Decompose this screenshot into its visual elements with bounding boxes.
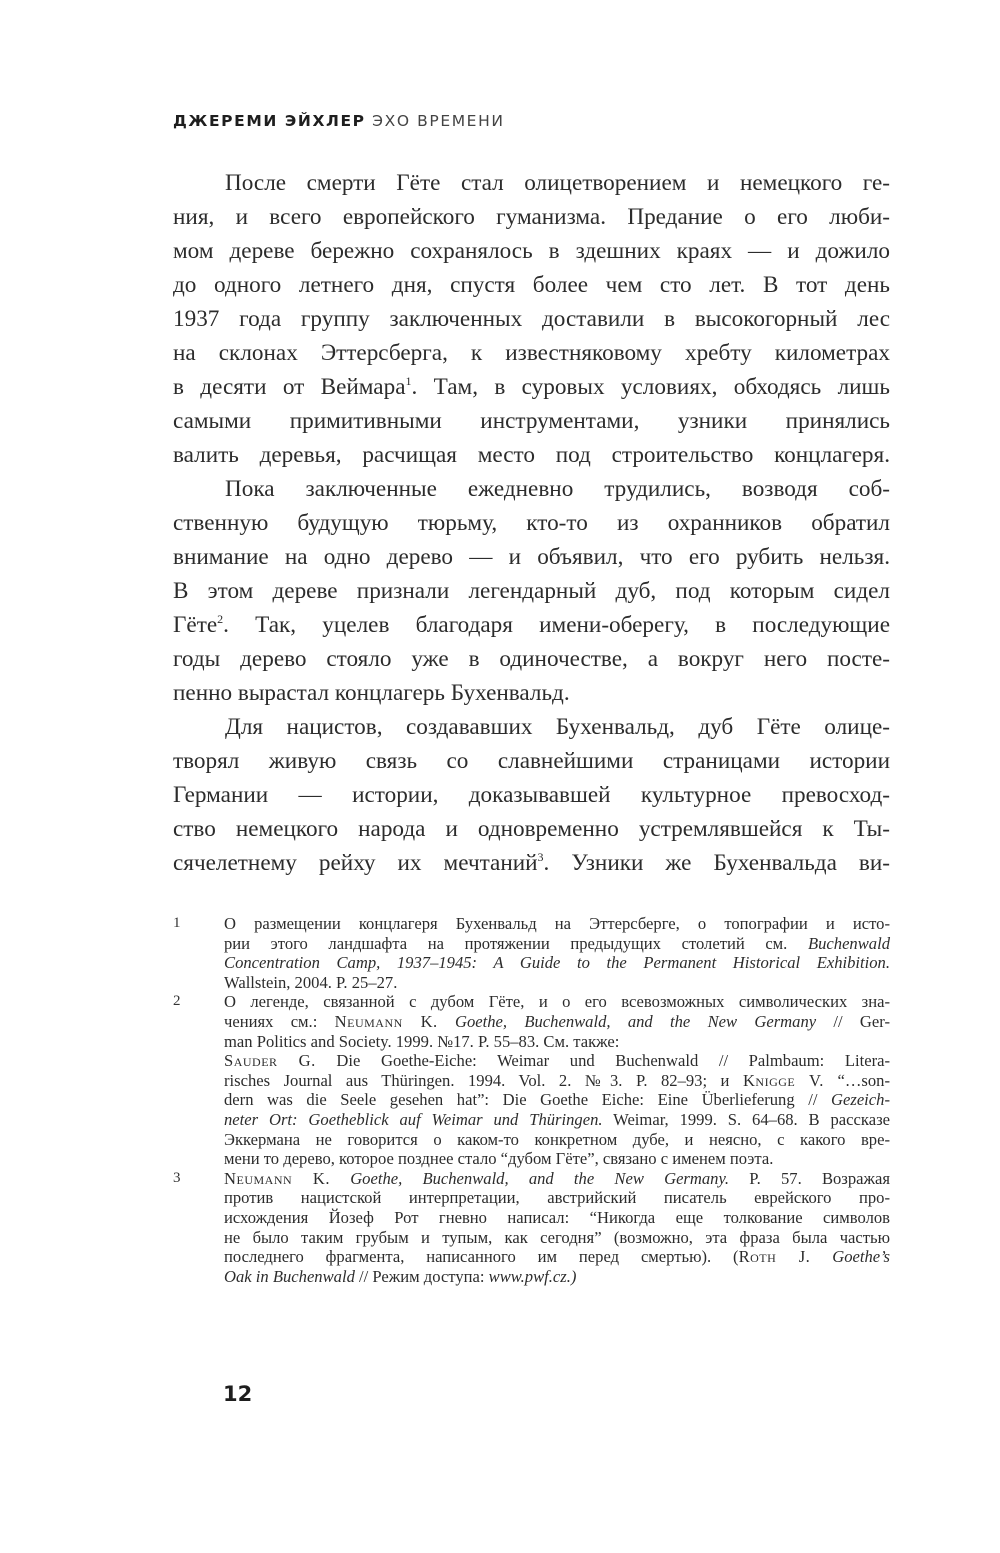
author-name: Neumann K. [334,1011,438,1031]
footnote-line [224,934,890,954]
footnote-number: 2 [173,993,181,1010]
footnote-number: 1 [173,915,181,931]
italic-title: Oak in Buchenwald [224,1266,355,1286]
text-line: до одного летнего дня, спустя более чем сто лет. В тот день [173,272,890,298]
running-head [173,112,505,130]
text-fragment: Гёте [173,612,218,638]
text-fragment: // Режим доступа: [359,1266,485,1286]
italic-title: Gezeich- [831,1090,890,1110]
footnotes [173,914,890,1286]
text-line: самыми примитивными инструментами, узники принялись [173,408,890,434]
author-name: Sauder G. [224,1051,316,1071]
footnote-1 [173,914,890,992]
text-fragment: . Там, в суровых условиях, обходясь лишь [411,374,890,400]
text-line: валить деревья, расчищая место под строительство концлагеря. [173,442,890,468]
footnote-line [224,1247,890,1267]
footnote-line [224,1051,890,1071]
author-name: Neumann K. [224,1168,330,1188]
footnote-line: не было таким грубым и тупым, как сегодня” (возможно, эта фраза была частью [224,1227,890,1247]
italic-title: Goethe, Buchenwald, and the New Germany [455,1011,817,1031]
text-fragment: рии этого ландшафта на протяжении предыдущих столетий см. [224,933,788,953]
text-fragment: . Так, уцелев благодаря имени-оберегу, в последующие [223,612,890,638]
text-fragment: последнего фрагмента, написанного им перед смертью). ( [224,1247,739,1267]
text-line [173,846,890,880]
footnote-line: мени то дерево, которое позднее стало “дубом Гёте”, связано с именем поэта. [224,1149,774,1169]
text-fragment: чениях см.: [224,1011,318,1031]
text-line: В этом дереве признали легендарный дуб, под которым сидел [173,578,890,604]
page-number: 12 [223,1382,253,1406]
footnote-line [224,1169,890,1189]
footnote-line: О размещении концлагеря Бухенвальд на Эттерсберге, о топографии и исто- [224,914,890,933]
text-fragment: сячелетнему рейху их мечтаний [173,850,538,876]
author-name: Roth J. [738,1247,811,1267]
footnote-3 [173,1169,890,1287]
text-fragment: . Узники же Бухенвальда ви- [543,850,890,876]
italic-title: Goethe, Buchenwald, and the New Germany. [350,1168,730,1188]
footnote-line [224,1012,890,1032]
italic-title: Buchenwald [807,933,890,953]
text-line: ство немецкого народа и одновременно устремлявшейся к Ты- [173,816,890,842]
author-name: Knigge V. [742,1070,824,1090]
footnote-line [224,1090,890,1110]
italic-title: neter Ort: Goetheblick auf Weimar und Thüringen. [224,1109,603,1129]
text-line [173,370,890,404]
footnote-line [224,1267,890,1287]
text-line: 1937 года группу заключенных доставили в высокогорный лес [173,306,890,332]
body-text [173,166,890,880]
text-line: творял живую связь со славнейшими страницами истории [173,748,890,774]
text-line: годы дерево стояло уже в одиночестве, а вокруг него посте- [173,646,890,672]
text-fragment: P. 57. Возражая [749,1168,890,1188]
text-line: ственную будущую тюрьму, кто-то из охранников обратил [173,510,890,536]
italic-title: Concentration Camp, 1937–1945: A Guide to the Permanent Historical Exhibition. [224,953,890,973]
text-fragment: в десяти от Веймара [173,374,406,400]
footnote-line [224,1110,890,1130]
text-fragment: // Ger- [833,1011,890,1031]
footnote-ref-1[interactable]: 1 [405,374,412,388]
text-line: на склонах Эттерсберга, к известняковому хребту километрах [173,340,890,366]
footnote-line: Эккермана не говорится о каком-то конкретном дубе, и неясно, с какого вре- [224,1129,890,1149]
text-line: ния, и всего европейского гуманизма. Предание о его люби- [173,204,890,230]
footnote-line: Wallstein, 2004. P. 25–27. [224,972,398,992]
footnote-line [224,953,890,973]
text-fragment: dern was die Seele gesehen hat”: Die Goethe Eiche: Eine Überlieferung // [224,1090,818,1110]
text-line: внимание на одно дерево — и объявил, что его рубить нельзя. [173,544,890,570]
text-line: Для нацистов, создававших Бухенвальд, дуб Гёте олице- [225,714,890,740]
url-link[interactable]: www.pwf.cz.) [488,1266,577,1286]
text-line: мом дереве бережно сохранялось в здешних краях — и дожило [173,238,890,264]
footnote-number: 3 [173,1169,181,1186]
footnote-line: против нацистской интерпретации, австрийский писатель еврейского про- [224,1188,890,1208]
footnote-line [224,1071,890,1091]
footnote-line: исхождения Йозеф Рот гневно написал: “Никогда еще толкование символов [224,1207,890,1227]
text-line: Пока заключенные ежедневно трудились, возводя соб- [225,476,890,502]
text-fragment: risches Journal aus Thüringen. 1994. Vol. 2. №3. P. 82–93; и [224,1070,730,1090]
footnote-ref-3[interactable]: 3 [537,850,544,864]
text-fragment: Weimar, 1999. S. 64–68. В рассказе [613,1109,890,1129]
footnote-ref-2[interactable]: 2 [217,612,224,626]
footnote-2 [173,992,890,1168]
text-fragment: Die Goethe-Eiche: Weimar und Buchenwald // Palmbaum: Litera- [336,1051,890,1071]
footnote-line: О легенде, связанной с дубом Гёте, и о его всевозможных символических зна- [224,992,890,1012]
footnote-line: man Politics and Society. 1999. №17. P. 55–83. См. также: [224,1031,620,1051]
text-line [173,608,890,642]
text-fragment: “…son- [837,1070,890,1090]
running-head-title: ЭХО ВРЕМЕНИ [372,112,505,130]
text-line: После смерти Гёте стал олицетворением и немецкого ге- [225,170,890,196]
text-line: Германии — истории, доказывавшей культурное превосход- [173,782,890,808]
italic-title: Goethe’s [832,1247,890,1267]
running-head-author: ДЖЕРЕМИ ЭЙХЛЕР [173,112,366,130]
text-line: пенно вырастал концлагерь Бухенвальд. [173,680,570,706]
